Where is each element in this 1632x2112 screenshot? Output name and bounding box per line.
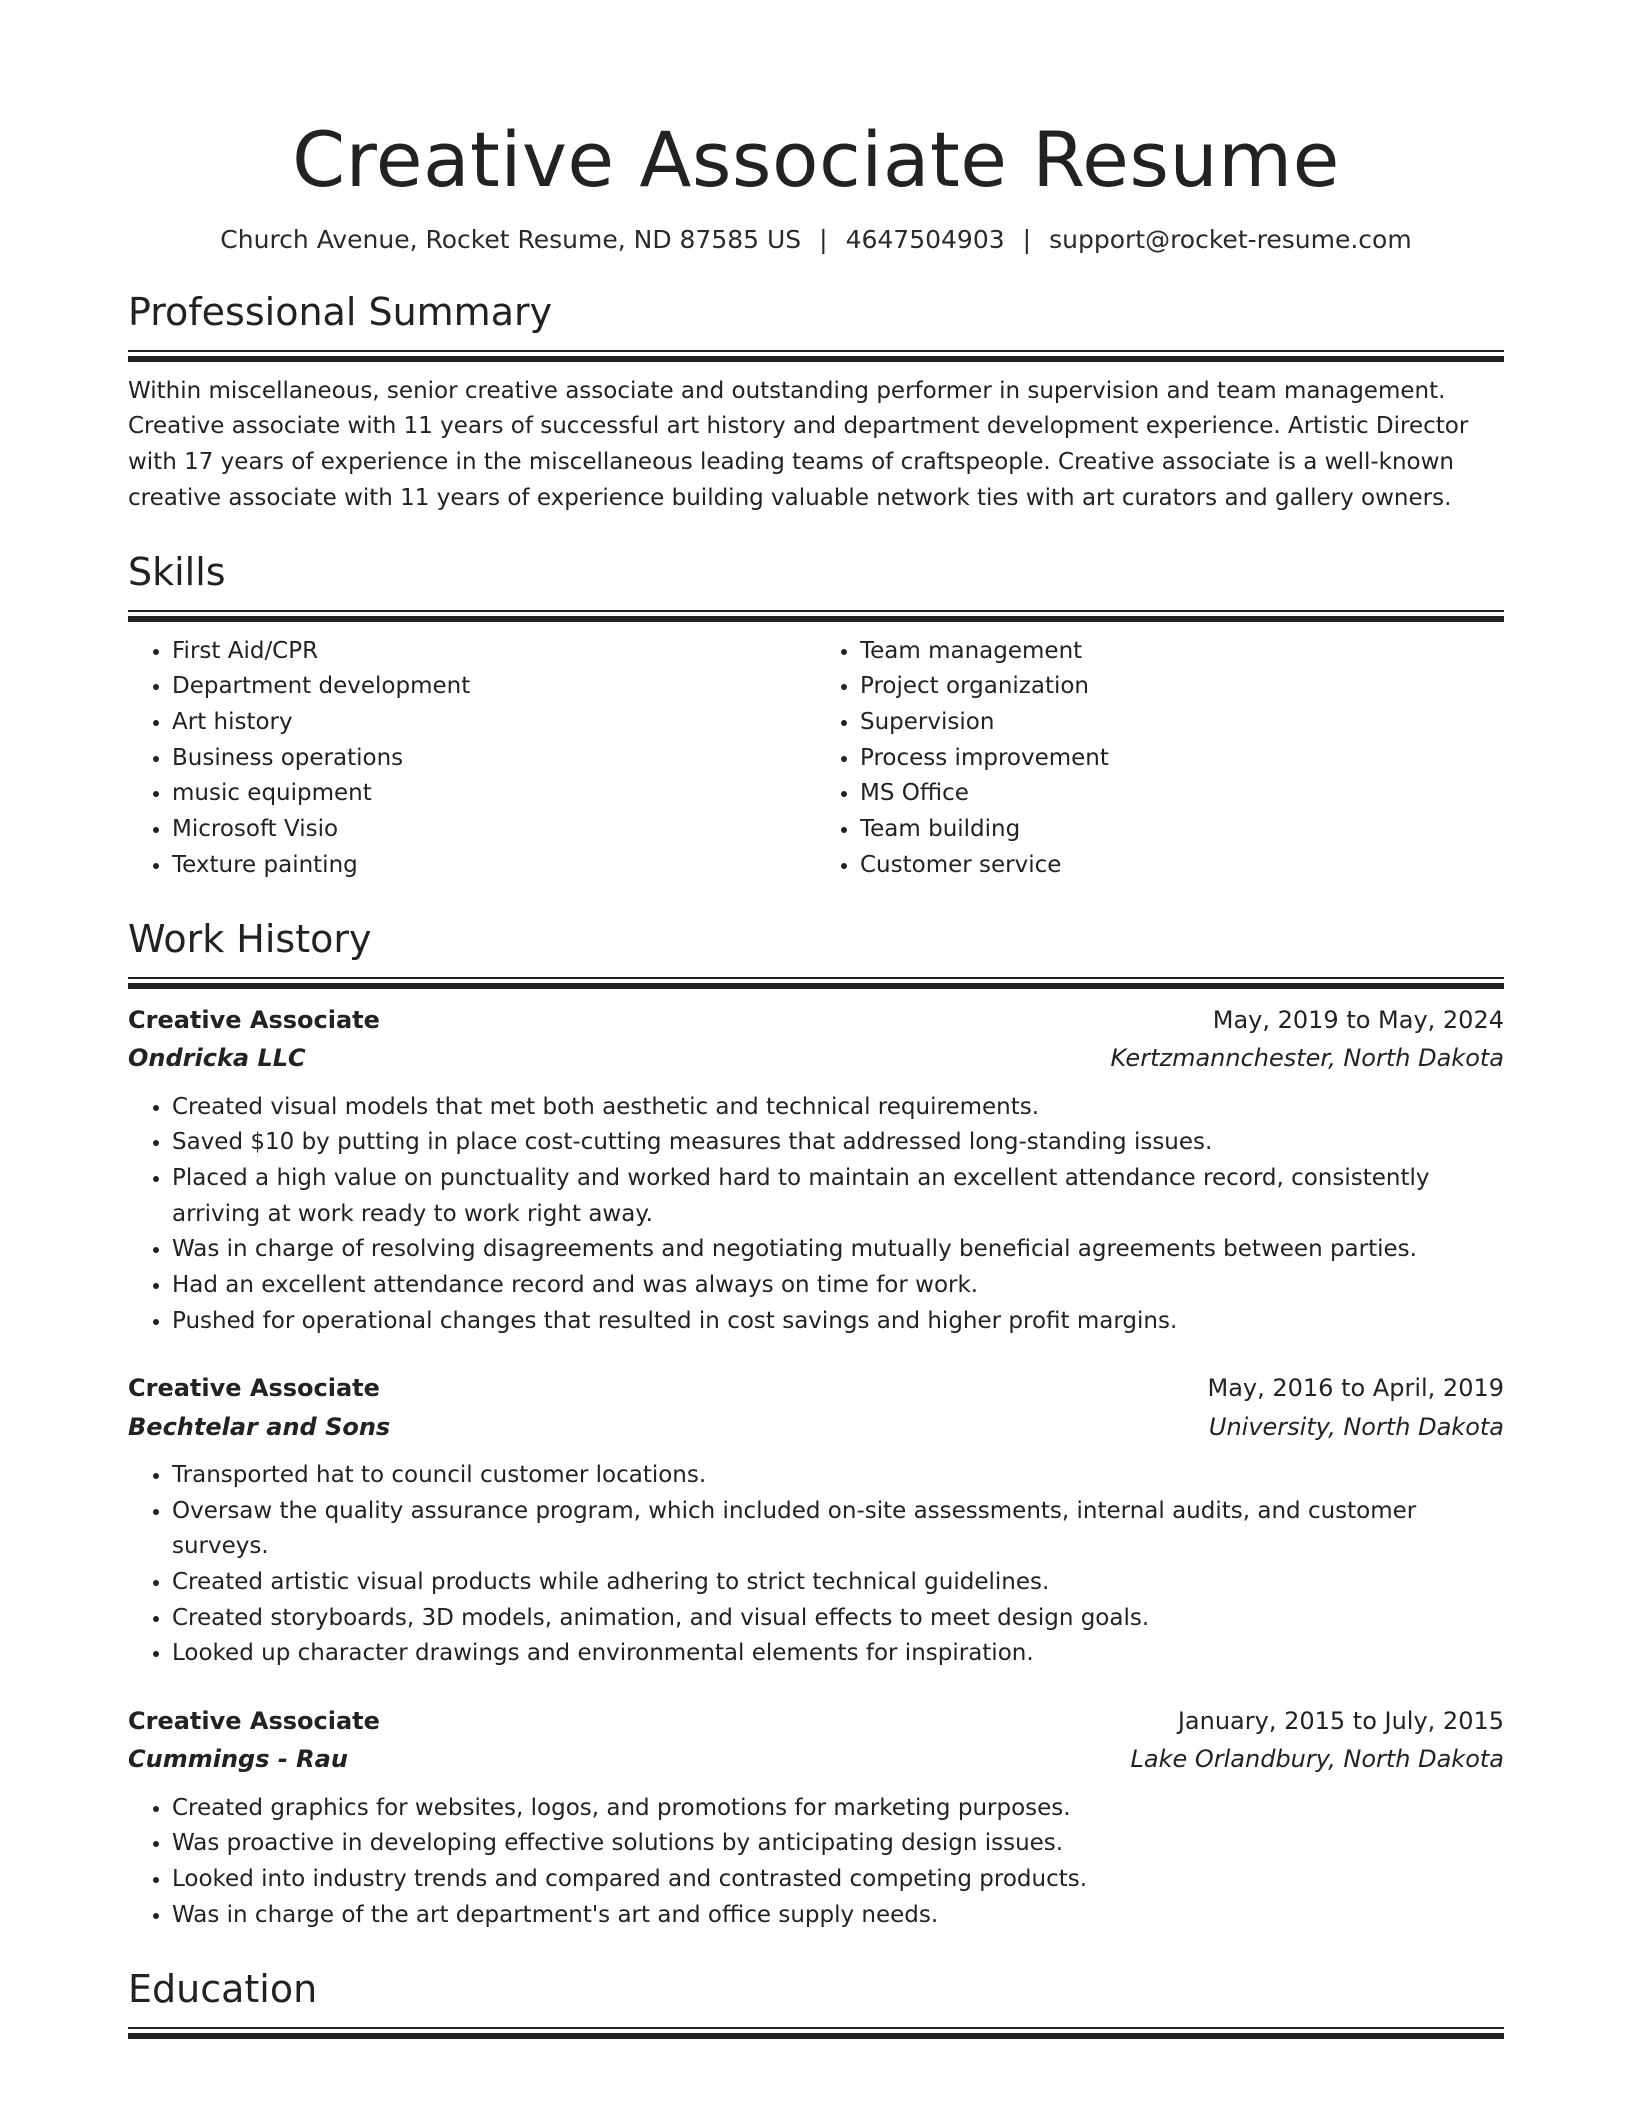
section-divider: [128, 350, 1504, 362]
summary-text: Within miscellaneous, senior creative associate and outstanding performer in supervision and team management. Creative associate with 11 years of successful art history and department development experience. Artistic Director with 17 years of experience in the miscellaneous leading teams of craftspeople. Creative associate is a well-known creative associate with 11 years of experience building valuable network ties with art curators and gallery owners.: [128, 377, 1469, 511]
section-divider: [128, 610, 1504, 622]
job-header: [128, 1702, 1504, 1740]
job-bullet: • Was in charge of the art department's art and office supply needs.: [172, 1898, 1504, 1934]
contact-phone: 4647504903: [845, 224, 1005, 254]
contact-separator: |: [1022, 224, 1032, 254]
contact-line: [128, 224, 1504, 257]
job-company: Bechtelar and Sons: [128, 1412, 391, 1441]
section-title: Education: [128, 1967, 318, 2012]
job-header: [128, 1001, 1504, 1039]
job-bullet: • Looked up character drawings and environmental elements for inspiration.: [172, 1636, 1504, 1672]
skills-list-right: [816, 634, 1504, 883]
job-bullet: • Pushed for operational changes that resulted in cost savings and higher profit margins.: [172, 1304, 1504, 1340]
skill-item: • Customer service: [860, 848, 1504, 884]
skill-item: • music equipment: [172, 776, 816, 812]
job-company: Cummings - Rau: [128, 1745, 348, 1774]
job-bullet: • Transported hat to council customer locations.: [172, 1458, 1504, 1494]
skill-item: • MS Office: [860, 776, 1504, 812]
job-bullets: [128, 1090, 1504, 1339]
job-location: University, North Dakota: [1208, 1412, 1504, 1441]
job-bullet: • Created storyboards, 3D models, animation, and visual effects to meet design goals.: [172, 1601, 1504, 1637]
job-entry: [128, 1702, 1504, 1933]
job-bullet: • Looked into industry trends and compared and contrasted competing products.: [172, 1862, 1504, 1898]
skills-list-left: [128, 634, 816, 883]
job-title: Creative Associate: [128, 1706, 380, 1735]
job-header: [128, 1369, 1504, 1407]
job-bullet: • Had an excellent attendance record and was always on time for work.: [172, 1268, 1504, 1304]
contact-email: support@rocket-resume.com: [1049, 224, 1412, 254]
professional-summary-section: [128, 290, 1504, 516]
skills-section: [128, 550, 1504, 883]
work-history-section: [128, 917, 1504, 1933]
skill-item: • Department development: [172, 669, 816, 705]
job-title: Creative Associate: [128, 1005, 380, 1034]
skill-item: • Project organization: [860, 669, 1504, 705]
section-title: Skills: [128, 550, 226, 595]
job-bullets: [128, 1791, 1504, 1934]
job-bullet: • Was in charge of resolving disagreements and negotiating mutually beneficial agreements between parties.: [172, 1232, 1504, 1268]
skill-item: • Microsoft Visio: [172, 812, 816, 848]
job-title: Creative Associate: [128, 1374, 380, 1403]
section-divider: [128, 2027, 1504, 2039]
skill-item: • Process improvement: [860, 741, 1504, 777]
education-section: [128, 1967, 1504, 2039]
resume-title: Creative Associate Resume: [292, 115, 1340, 204]
job-bullets: [128, 1458, 1504, 1672]
skill-item: • Supervision: [860, 705, 1504, 741]
job-subheader: [128, 1740, 1504, 1778]
job-subheader: [128, 1039, 1504, 1077]
job-subheader: [128, 1408, 1504, 1446]
skill-item: • Texture painting: [172, 848, 816, 884]
job-location: Kertzmannchester, North Dakota: [1110, 1044, 1504, 1073]
job-entry: [128, 1369, 1504, 1672]
skills-columns: [128, 634, 1504, 883]
contact-address: Church Avenue, Rocket Resume, ND 87585 US: [220, 224, 802, 254]
section-title: Work History: [128, 917, 372, 962]
job-bullet: • Created graphics for websites, logos, and promotions for marketing purposes.: [172, 1791, 1504, 1827]
job-location: Lake Orlandbury, North Dakota: [1130, 1745, 1504, 1774]
job-company: Ondricka LLC: [128, 1044, 306, 1073]
skill-item: • Team building: [860, 812, 1504, 848]
section-title: Professional Summary: [128, 290, 553, 335]
skill-item: • Business operations: [172, 741, 816, 777]
job-entry: [128, 1001, 1504, 1339]
job-dates: May, 2016 to April, 2019: [1207, 1374, 1504, 1403]
job-bullet: • Created visual models that met both aesthetic and technical requirements.: [172, 1090, 1504, 1126]
job-bullet: • Saved $10 by putting in place cost-cutting measures that addressed long-standing issues.: [172, 1125, 1504, 1161]
contact-separator: |: [819, 224, 828, 254]
job-dates: January, 2015 to July, 2015: [1177, 1706, 1504, 1735]
job-bullet: • Was proactive in developing effective solutions by anticipating design issues.: [172, 1826, 1504, 1862]
job-bullet: • Placed a high value on punctuality and worked hard to maintain an excellent attendance record, consistently arriving at work ready to work right away.: [172, 1161, 1504, 1232]
skill-item: • Team management: [860, 634, 1504, 670]
job-bullet: • Created artistic visual products while adhering to strict technical guidelines.: [172, 1565, 1504, 1601]
skill-item: • Art history: [172, 705, 816, 741]
skill-item: • First Aid/CPR: [172, 634, 816, 670]
section-divider: [128, 977, 1504, 989]
job-bullet: • Oversaw the quality assurance program, which included on-site assessments, internal audits, and customer surveys.: [172, 1494, 1504, 1565]
job-dates: May, 2019 to May, 2024: [1212, 1005, 1504, 1034]
